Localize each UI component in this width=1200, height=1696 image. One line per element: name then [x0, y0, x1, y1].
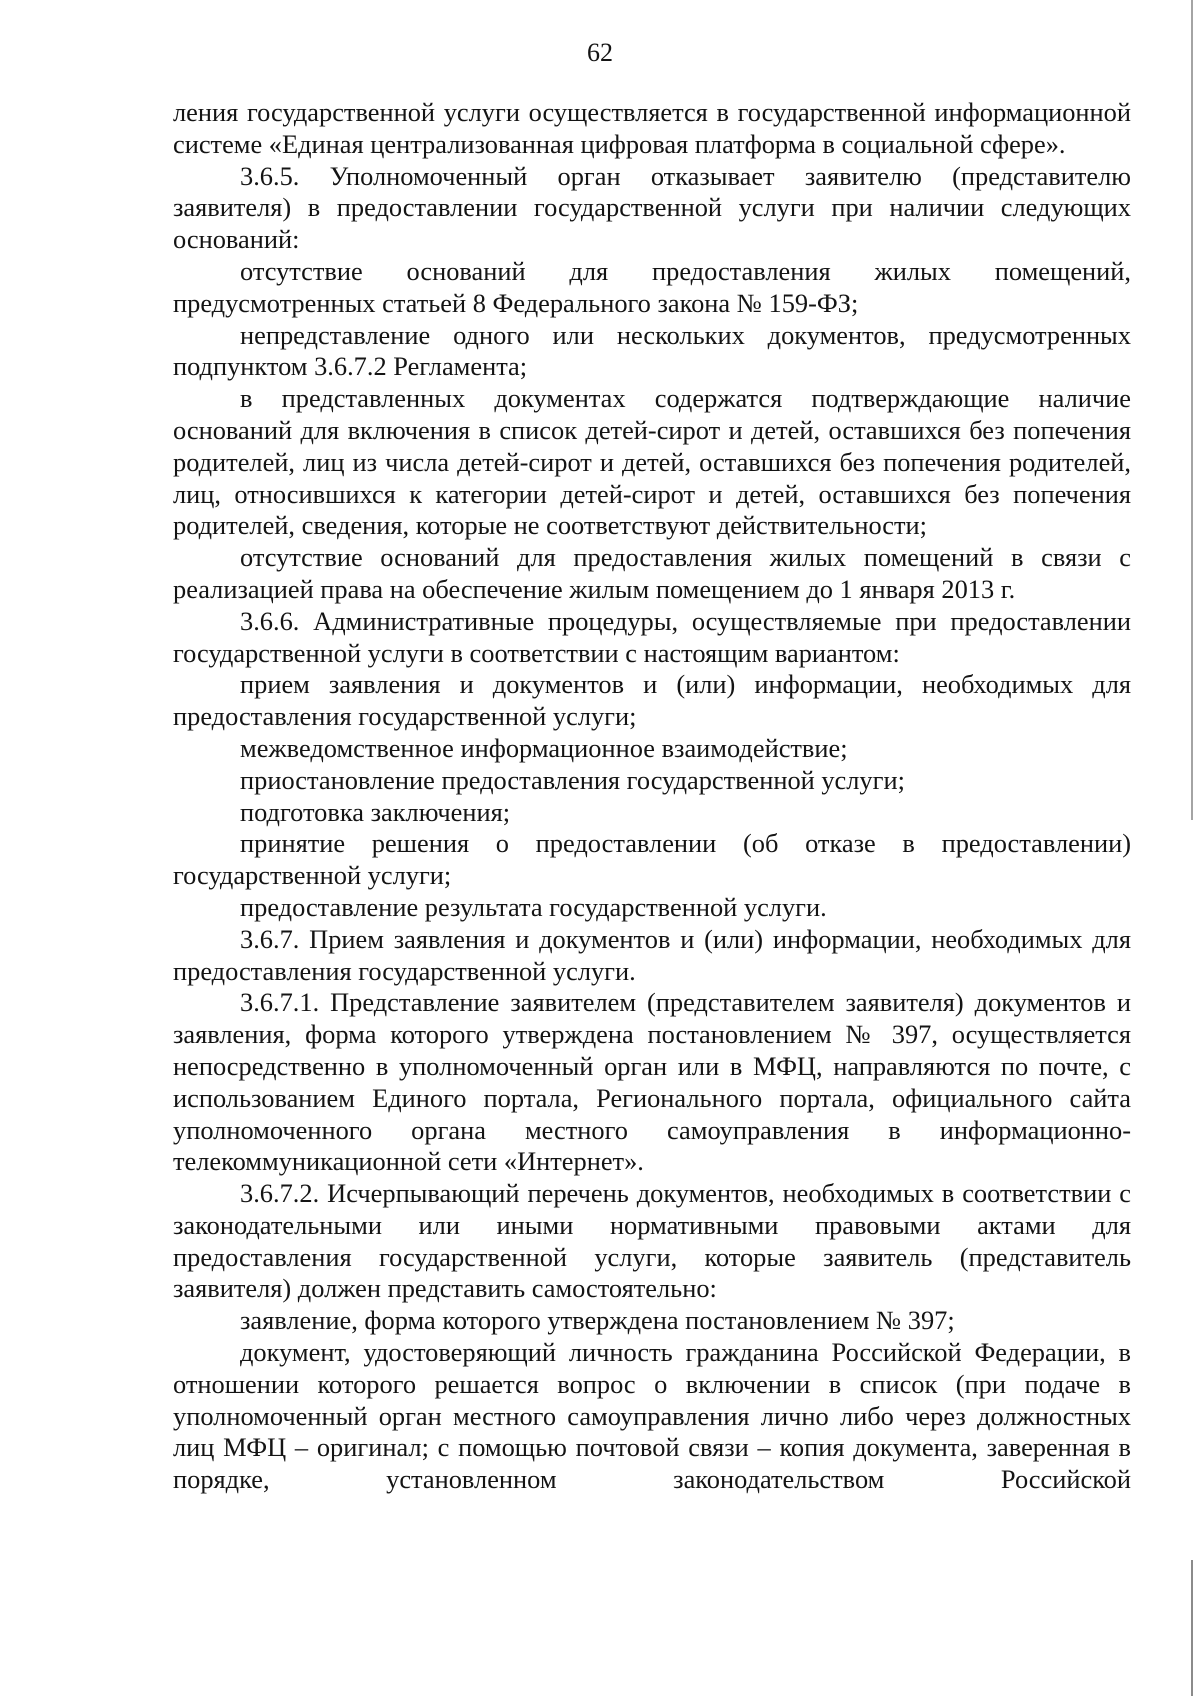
paragraph: 3.6.7.2. Исчерпывающий перечень документов, необходимых в соответствии с законодательными или иными нормативными правовыми актами для предоставления государственной услуги, которые заявитель (представитель заявителя) должен представить самостоятельно:: [173, 1178, 1131, 1304]
list-item: принятие решения о предоставлении (об отказе в предоставлении) государственной услуги;: [173, 828, 1131, 891]
paragraph: 3.6.7.1. Представление заявителем (представителем заявителя) документов и заявления, форма которого утверждена постановлением № 397, осуществляется непосредственно в уполномоченный орган или в МФЦ, направляются по почте, с использованием Единого портала, Регионального портала, официального сайта уполномоченного органа местного самоуправления в информационно-телекоммуникационной сети «Интернет».: [173, 987, 1131, 1177]
list-item: предоставление результата государственной услуги.: [240, 891, 827, 922]
scan-edge-line: [1191, 1560, 1193, 1696]
list-item: межведомственное информационное взаимодействие;: [240, 732, 848, 763]
list-item: приостановление предоставления государственной услуги;: [240, 764, 905, 795]
list-item: в представленных документах содержатся подтверждающие наличие оснований для включения в список детей-сирот и детей, оставшихся без попечения родителей, лиц из числа детей-сирот и детей, оставшихся без попечения родителей, лиц, относившихся к категории детей-сирот и детей, оставшихся без попечения родителей, сведения, которые не соответствуют действительности;: [173, 383, 1131, 541]
list-item: отсутствие оснований для предоставления жилых помещений, предусмотренных статьей 8 Федерального закона № 159-ФЗ;: [173, 255, 1131, 318]
list-item: непредставление одного или нескольких документов, предусмотренных подпунктом 3.6.7.2 Регламента;: [173, 319, 1131, 382]
page-number: 62: [587, 38, 613, 67]
list-item: документ, удостоверяющий личность гражданина Российской Федерации, в отношении которого решается вопрос о включении в список (при подаче в уполномоченный орган местного самоуправления лично либо через должностных лиц МФЦ – оригинал; с помощью почтовой связи – копия документа, заверенная в порядке, установленном законодательством Российской: [173, 1337, 1131, 1495]
paragraph: ления государственной услуги осуществляется в государственной информационной системе «Единая централизованная цифровая платформа в социальной сфере».: [173, 97, 1131, 159]
paragraph: 3.6.6. Административные процедуры, осуществляемые при предоставлении государственной услуги в соответствии с настоящим вариантом:: [173, 605, 1131, 668]
list-item: прием заявления и документов и (или) информации, необходимых для предоставления государственной услуги;: [173, 669, 1131, 732]
list-item: заявление, форма которого утверждена постановлением № 397;: [240, 1305, 955, 1336]
paragraph: 3.6.7. Прием заявления и документов и (или) информации, необходимых для предоставления государственной услуги.: [173, 923, 1131, 986]
list-item: отсутствие оснований для предоставления жилых помещений в связи с реализацией права на обеспечение жилым помещением до 1 января 2013 г.: [173, 542, 1131, 604]
document-body: [173, 97, 1131, 1496]
list-item: подготовка заключения;: [240, 796, 511, 827]
paragraph: 3.6.5. Уполномоченный орган отказывает заявителю (представителю заявителя) в предоставлении государственной услуги при наличии следующих оснований:: [173, 160, 1131, 255]
scan-edge-line: [1191, 0, 1193, 820]
